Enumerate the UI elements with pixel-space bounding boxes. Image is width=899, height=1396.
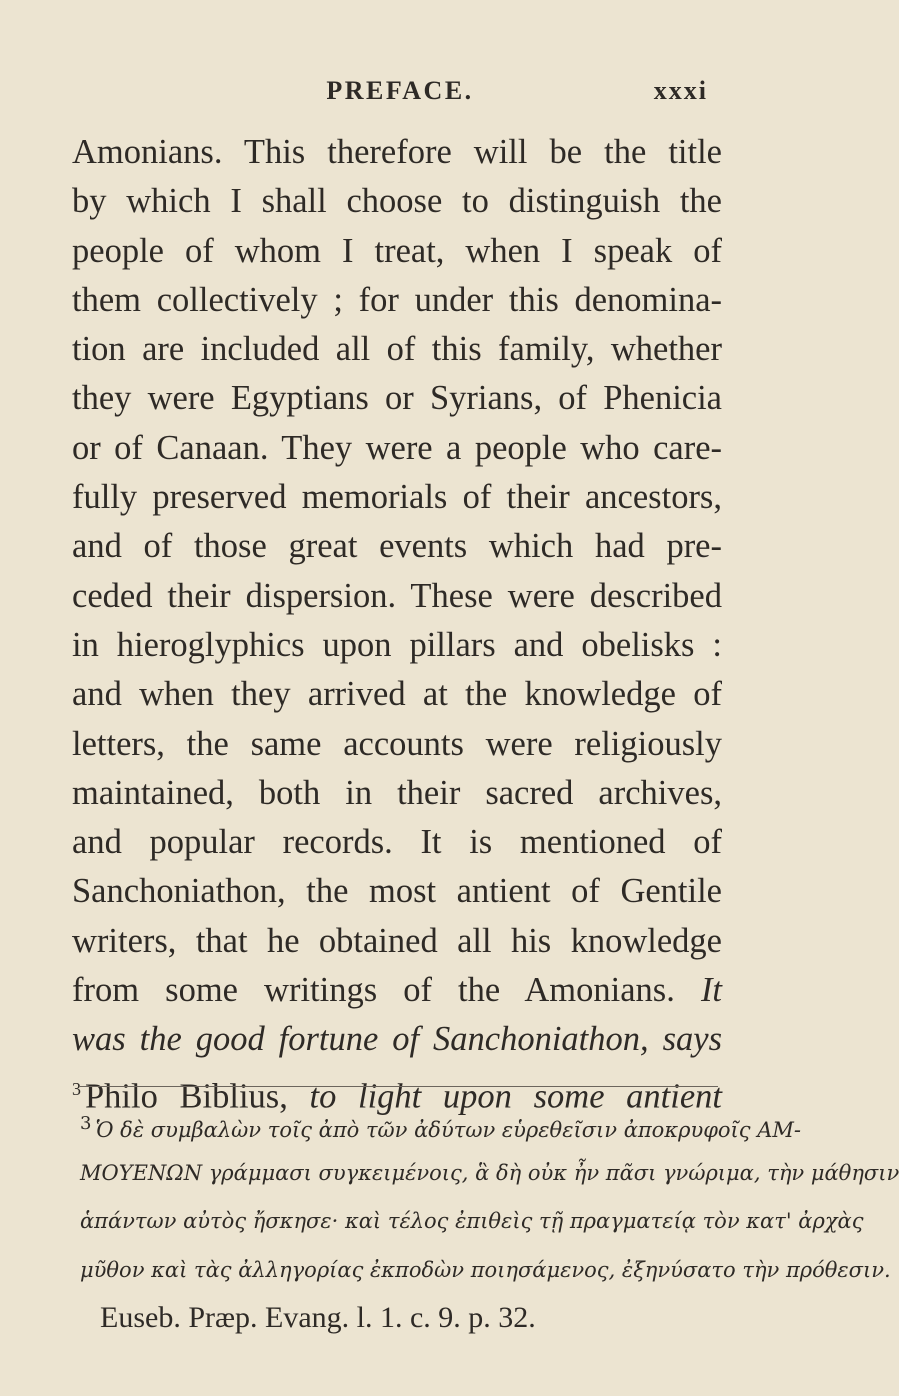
footnote-source: Euseb. Præp. Evang. l. 1. c. 9. p. 32.	[100, 1301, 536, 1334]
page-header	[0, 72, 800, 112]
main-text	[72, 128, 722, 1114]
text-line: people of whom I treat, when I speak of	[72, 231, 722, 270]
footnote-line	[80, 1100, 801, 1149]
text-line: maintained, both in their sacred archives,	[72, 773, 722, 812]
text-line: tion are included all of this family, whether	[72, 330, 722, 369]
text-fragment: from some writings of the Amonians.	[72, 971, 675, 1010]
text-line: and of those great events which had pre-	[72, 527, 722, 566]
text-line: them collectively ; for under this denomina-	[72, 280, 722, 319]
running-title: PREFACE.	[326, 76, 474, 105]
text-line: or of Canaan. They were a people who care-	[72, 428, 722, 467]
text-line: in hieroglyphics upon pillars and obelisks :	[72, 625, 722, 664]
text-line: and popular records. It is mentioned of	[72, 823, 722, 862]
text-line: by which I shall choose to distinguish the	[72, 182, 722, 221]
text-line: fully preserved memorials of their ancestors,	[72, 478, 722, 517]
footnote	[80, 1100, 899, 1343]
footnote-text: Ὁ δὲ συμβαλὼν τοῖς ἀπὸ τῶν ἀδύτων εὑρεθεῖσιν ἀποκρυφοῖς AM-	[95, 1118, 801, 1142]
footnote-reference[interactable]: 3	[72, 1078, 81, 1099]
footnote-line: ἁπάντων αὐτὸς ἤσκησε· καὶ τέλος ἐπιθεὶς τῇ πραγματείᾳ τὸν κατ' ἀρχὰς	[80, 1209, 864, 1233]
footnote-divider	[80, 1086, 718, 1087]
text-line	[72, 966, 722, 1015]
footnote-line: μῦθον καὶ τὰς ἀλληγορίας ἐκποδὼν ποιησάμενος, ἐξηνύσατο τὴν πρόθεσιν.	[80, 1257, 891, 1282]
footnote-marker: 3	[80, 1113, 92, 1134]
text-line: Sanchoniathon, the most antient of Gentile	[72, 872, 722, 911]
text-line: letters, the same accounts were religiously	[72, 724, 722, 763]
text-line: they were Egyptians or Syrians, of Phenicia	[72, 379, 722, 418]
text-line: writers, that he obtained all his knowledge	[72, 921, 722, 960]
text-line: and when they arrived at the knowledge of	[72, 675, 722, 714]
text-line: Amonians. This therefore will be the title	[72, 133, 722, 171]
footnote-line: MOΥΕΝΩΝ γράμμασι συγκειμένοις, ἃ δὴ οὐκ ἦν πᾶσι γνώριμα, τὴν μάθησιν	[80, 1160, 899, 1185]
italic-fragment: to light upon some antient	[309, 1077, 722, 1116]
text-line: ceded their dispersion. These were described	[72, 576, 722, 615]
text-fragment: Philo Biblius,	[85, 1077, 288, 1116]
italic-word: It	[700, 971, 723, 1010]
page-number: xxxi	[653, 76, 708, 105]
text-line: was the good fortune of Sanchoniathon, says	[72, 1020, 722, 1059]
